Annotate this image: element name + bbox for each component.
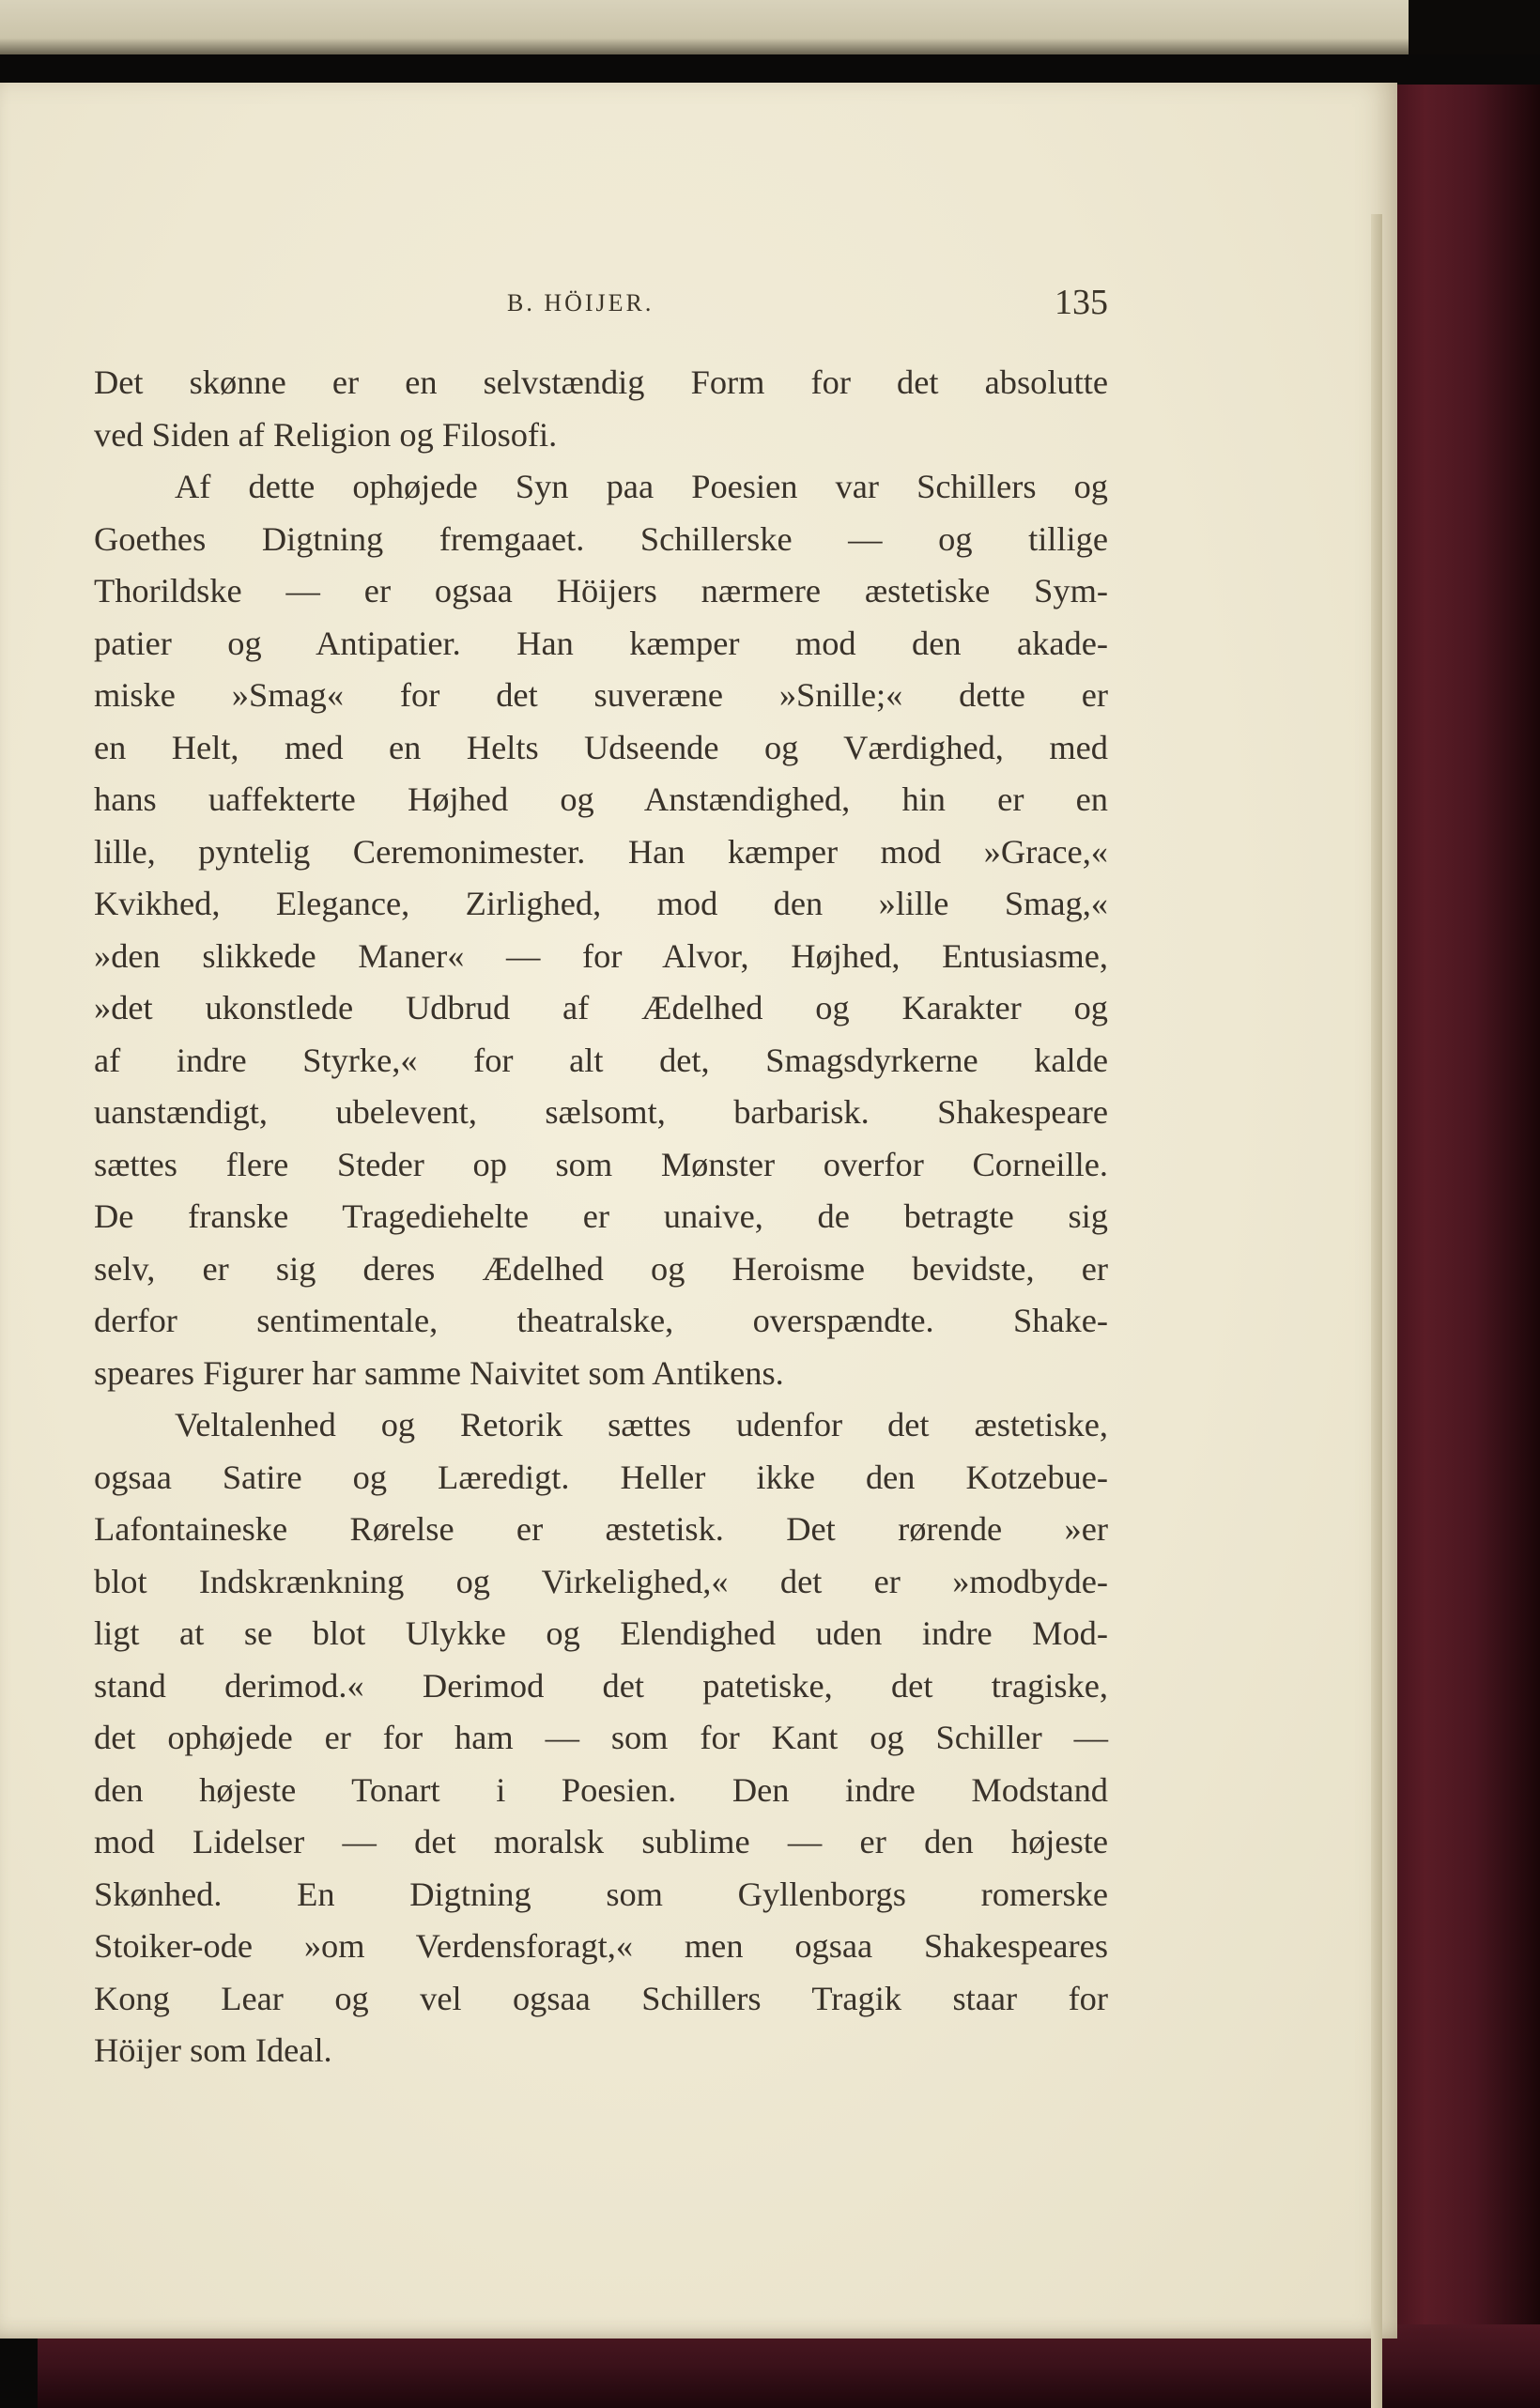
text-line: Kvikhed, Elegance, Zirlighed, mod den »lille Smag,« <box>94 885 1108 922</box>
text-line: derfor sentimentale, theatralske, overspændte. Shake- <box>94 1302 1108 1339</box>
text-line: Lafontaineske Rørelse er æstetisk. Det rørende »er <box>94 1510 1108 1548</box>
text-line: Thorildske — er ogsaa Höijers nærmere æstetiske Sym- <box>94 572 1108 610</box>
text-line: Skønhed. En Digtning som Gyllenborgs romerske <box>94 1875 1108 1913</box>
text-line: Kong Lear og vel ogsaa Schillers Tragik staar for <box>94 1979 1108 2017</box>
text-line: hans uaffekterte Højhed og Anstændighed, hin er en <box>94 780 1108 818</box>
gutter-shadow <box>0 54 1540 86</box>
page-stack-edge <box>1371 214 1382 2408</box>
text-line: ved Siden af Religion og Filosofi. <box>94 415 558 454</box>
text-line: Goethes Digtning fremgaaet. Schillerske — og tillige <box>94 519 1108 558</box>
text-line: blot Indskrænkning og Virkelighed,« det er »modbyde- <box>94 1562 1108 1600</box>
text-line: Stoiker-ode »om Verdensforagt,« men ogsaa Shakespeares <box>94 1927 1108 1965</box>
text-line: ligt at se blot Ulykke og Elendighed uden indre Mod- <box>94 1614 1108 1652</box>
text-line: Höijer som Ideal. <box>94 2031 332 2069</box>
text-line: patier og Antipatier. Han kæmper mod den akade- <box>94 624 1108 662</box>
text-line: lille, pyntelig Ceremonimester. Han kæmper mod »Grace,« <box>94 832 1108 871</box>
text-line: »det ukonstlede Udbrud af Ædelhed og Karakter og <box>94 989 1108 1026</box>
paragraph <box>94 461 1108 1399</box>
text-line: miske »Smag« for det suveræne »Snille;« dette er <box>94 676 1108 714</box>
page-number: 135 <box>1055 283 1108 322</box>
text-line: »den slikkede Maner« — for Alvor, Højhed, Entusiasme, <box>94 936 1108 975</box>
paragraph <box>94 1399 1108 2077</box>
text-line: stand derimod.« Derimod det patetiske, det tragiske, <box>94 1666 1108 1705</box>
text-line: ogsaa Satire og Læredigt. Heller ikke den Kotzebue- <box>94 1458 1108 1496</box>
text-line: af indre Styrke,« for alt det, Smagsdyrkerne kalde <box>94 1041 1108 1079</box>
text-line: det ophøjede er for ham — som for Kant og Schiller — <box>94 1719 1108 1756</box>
text-line: Veltalenhed og Retorik sættes udenfor det æstetiske, <box>175 1406 1108 1443</box>
body-text <box>94 357 1108 2077</box>
previous-page-edge <box>0 0 1409 54</box>
page-header <box>94 282 1108 329</box>
text-line: De franske Tragediehelte er unaive, de betragte sig <box>94 1197 1108 1235</box>
paragraph <box>94 357 1108 461</box>
text-line: uanstændigt, ubelevent, sælsomt, barbarisk. Shakespeare <box>94 1093 1108 1131</box>
text-line: mod Lidelser — det moralsk sublime — er den højeste <box>94 1823 1108 1860</box>
text-line: den højeste Tonart i Poesien. Den indre Modstand <box>94 1770 1108 1809</box>
text-line: Det skønne er en selvstændig Form for det absolutte <box>94 363 1108 401</box>
text-line: Af dette ophøjede Syn paa Poesien var Schillers og <box>175 468 1108 505</box>
text-line: sættes flere Steder op som Mønster overfor Corneille. <box>94 1145 1108 1183</box>
book-cover-right <box>1376 85 1540 2408</box>
text-line: en Helt, med en Helts Udseende og Værdighed, med <box>94 728 1108 766</box>
text-line: selv, er sig deres Ædelhed og Heroisme bevidste, er <box>94 1249 1108 1288</box>
text-line: speares Figurer har samme Naivitet som Antikens. <box>94 1353 784 1392</box>
running-head: B. HÖIJER. <box>507 289 654 316</box>
